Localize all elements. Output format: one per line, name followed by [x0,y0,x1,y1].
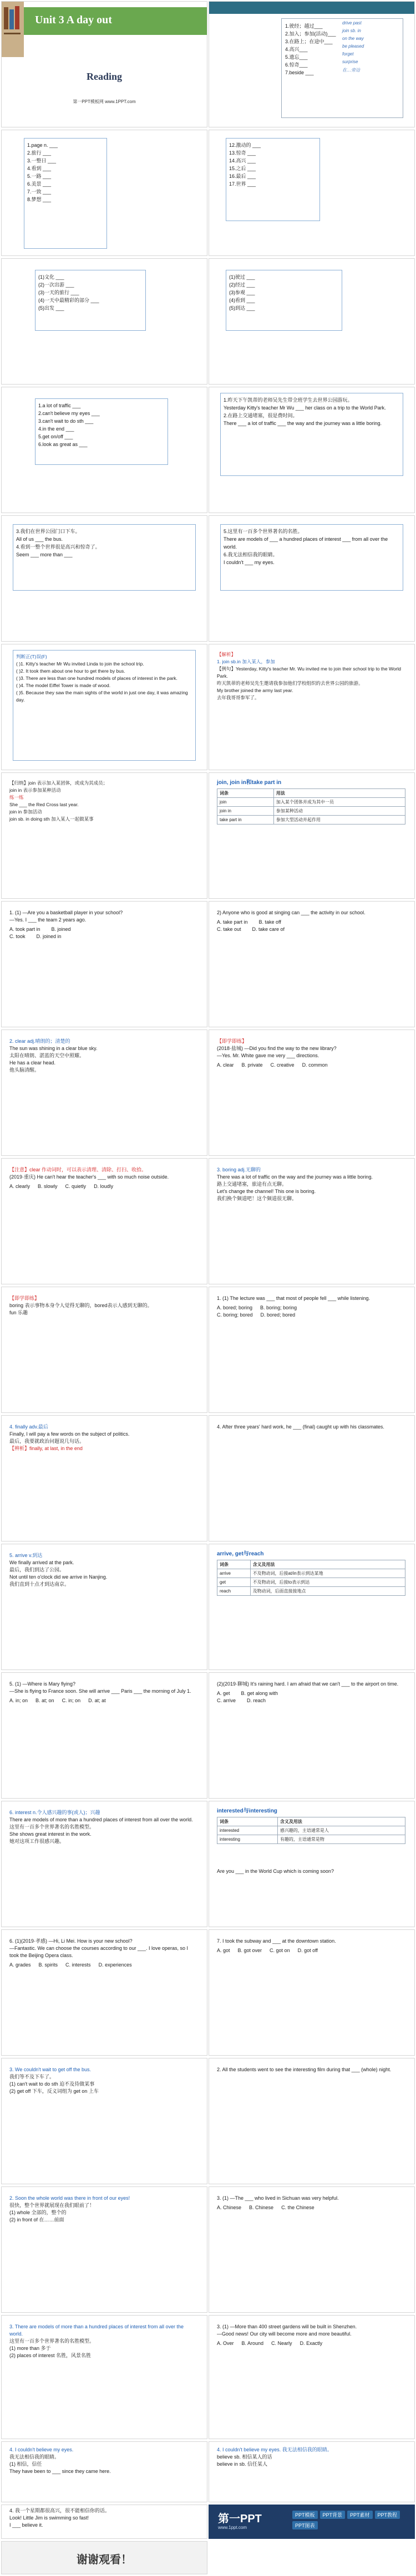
option: B. slowly [38,1184,58,1189]
note: (2) get off 下车，反义词组为 get on 上车 [9,2088,99,2094]
exercise [9,1681,198,1704]
translation: 我们换个频道吧！这个频道很无聊。 [217,1196,297,1201]
phrase-item: (4)一天中最精彩的部分 ___ [38,298,99,303]
tf-item: ( )4. The model Eiffel Tower is made of wood. [16,683,111,688]
vocab-item: 3.一整日 ___ [27,158,57,163]
slide-exercise-join [1,901,207,1027]
translate-item: 2.在路上交通堵塞，很是费时间。 [224,413,298,418]
explain-text [9,1552,198,1588]
note: (1) 相信，信任 [9,2461,42,2467]
tf-list [13,650,196,761]
vocab-item: 14.高兴 ___ [229,158,256,163]
slide-vocab-3 [209,130,415,256]
slide-final-exercise [1,2505,207,2539]
question: 1. (1) —Are you a basketball player in your school? [9,910,123,915]
note: fun 乐趣 [9,1310,28,1315]
table-row: 词条 含义及用法 [217,1560,405,1569]
summary-text [9,780,198,823]
translate-item: There are models of ___ a hundred places of interest ___ from all over the world. [224,536,388,550]
explain-text [217,1166,405,1202]
translation: 他头脑清醒。 [9,1067,40,1073]
table-title: interested与interesting [217,1808,277,1814]
option: C. arrive [217,1698,236,1703]
slide-cover [1,1,207,127]
vocab-item: 17.世界 ___ [229,181,256,187]
phrase-item: (1)文化 ___ [38,274,64,280]
option: A. clearly [9,1184,31,1189]
slide-getoff-exercise [209,1929,415,2056]
vocab-item: 8.梦想 ___ [27,197,52,202]
question: —Fantastic. We can choose the courses according to our ___. I love operas, so I took the Beijing Opera class. [9,1945,189,1958]
exercise [217,1681,405,1704]
explain-point: 1. join sb.in 加入某人，参加 [217,659,275,664]
phrase-item: 3.can't wait to do sth ___ [38,418,94,424]
option: C. in; on [62,1698,81,1703]
slide-arrive-exercise [1,1672,207,1799]
option: A. Chinese [217,2205,242,2210]
phrase-item: (5)出发 ___ [38,305,64,311]
slide-join-summary [1,772,207,899]
slide-believe-2 [209,2441,415,2502]
slide-arrive [1,1544,207,1670]
exercise [217,2066,405,2073]
question: —Yes. I ___ the team 2 years ago. [9,917,87,923]
phrase-list [35,270,146,331]
option: D. bored; bored [260,1312,296,1318]
example: The sun was shining in a clear blue sky. [9,1046,98,1051]
option: C. quietly [65,1184,87,1189]
question: 4. After three years' hard work, he ___ (final) caught up with his classmates. [217,1424,384,1430]
explain-text [9,2446,198,2475]
explain-text [9,1038,198,1074]
summary-line: join sb. in doing sth 加入某人一起做某事 [9,816,94,822]
thanks-text: 谢谢观看！ [77,2554,132,2566]
option: D. common [302,1062,328,1068]
question: They have been to ___ since they came here. [9,2469,111,2474]
exercise [9,909,198,940]
table-title: join, join in和take part in [217,780,282,786]
translate-item: 6.我无法相信我的眼睛。 [224,552,278,557]
option: B. got over [237,1948,262,1953]
note: boring 表示事物本身令人觉得无聊的，bored表示人感到无聊的。 [9,1303,153,1308]
option: B. at; on [35,1698,54,1703]
table-row: join in 参加某种活动 [217,807,405,816]
slide-clear-note [1,1158,207,1284]
table-row: 词条 含义及用法 [217,1817,405,1826]
summary-practice: 练一练 [9,795,24,800]
exercise [217,1038,405,1069]
slide-boring-note [1,1287,207,1413]
question: I ___ believe it. [9,2522,43,2528]
question: 2. All the students went to see the interesting film during that ___ (whole) night. [217,2067,392,2072]
vocab-item: 3.在路上；在途中___ [285,39,333,44]
slide-interest [1,1801,207,1927]
option: B. get along with [241,1691,278,1696]
exercise [9,2507,198,2529]
keyword-line: 3. We couldn't wait to get off the bus. [9,2067,91,2072]
note: believe in sb. 信任某人 [217,2461,268,2467]
question: 6. (1)(2019·孝感) —Hi, Li Mei. How is your new school? [9,1938,133,1944]
tf-item: ( )1. Kitty's teacher Mr Wu invited Linda to join the school trip. [16,661,144,667]
option: D. joined in [36,934,62,939]
exercise [9,1166,198,1190]
slide-clear [1,1030,207,1156]
slide-phrases-2 [209,258,415,385]
keyword-line: 2. Soon the whole world was there in front of our eyes! [9,2195,130,2201]
translate-item: There ___ a lot of traffic ___ the way and the journey was a little boring. [224,421,382,426]
note: (1) more than 多于 [9,2345,51,2351]
example: She shows great interest in the work. [9,1831,92,1837]
option: B. spirits [38,1962,58,1968]
translation: 这里有一百多个世界著名的名胜模型。 [9,2338,95,2344]
explain-example: My brother joined the army last year. [217,688,293,693]
note: (1) can't wait to do sth 迫不及待做某事 [9,2081,95,2087]
note: 【注意】clear 作动词时，可以表示清理、清除、打扫、收拾。 [9,1167,147,1172]
table-row: take part in 参加大型活动并起作用 [217,816,405,824]
translate-item: 3.我们在世界公园门口下车。 [16,529,80,534]
translation: 她对这项工作很感兴趣。 [9,1838,65,1844]
slide-brand [209,2505,415,2539]
option: A. in; on [9,1698,28,1703]
keyword-line: 5. arrive v.到达 [9,1553,43,1558]
vocab-item: 15.之后 ___ [229,166,256,171]
example: He has a clear head. [9,1060,56,1066]
credit-line: 第一PPT模板网 www.1PPT.com [73,99,136,104]
slide-translate-3 [209,515,415,642]
option: D. reach [247,1698,266,1703]
table-row: interesting 有趣的，主语通常是物 [217,1835,405,1844]
question: 3. (1) —More than 400 street gardens will be built in Shenzhen. [217,2324,357,2329]
exercise [217,1938,405,1954]
question: 3. (1) —The ___ who lived in Sichuan was very helpful. [217,2195,339,2201]
tf-heading: 判断正(T)误(F) [16,654,47,659]
option: A. clear [217,1062,234,1068]
answer: 在…旁边 [342,68,360,73]
exercise [217,1423,405,1431]
slide-translate-1 [209,387,415,513]
question: —Yes. Mr. White gave me very ___ directions. [217,1053,319,1058]
brand-tag[interactable]: PPT背景 [320,2511,346,2519]
translate-item: I couldn't ___ my eyes. [224,560,275,565]
phrase-list [226,270,342,331]
slide-boring [209,1158,415,1284]
option: A. take part in [217,919,248,925]
slide-chinese-exercise [209,2186,415,2313]
comparison-table [217,1560,405,1596]
option: D. Exactly [300,2341,323,2346]
vocab-item: 5.遗忘___ [285,54,308,60]
translate-list [13,524,196,591]
option: A. took part in [9,926,40,932]
phrase-item: (1)驶过 ___ [229,274,255,280]
option: A. got [217,1948,230,1953]
brand-tag[interactable]: PPT素材 [347,2511,373,2519]
unit-title: Unit 3 A day out [35,14,112,26]
vocab-left [24,138,107,249]
slide-believe [1,2441,207,2502]
example: There are models of more than a hundred places of interest from all over the world. [9,1817,193,1822]
question: 7. I took the subway and ___ at the downtown station. [217,1938,336,1944]
tf-item: ( )5. Because they saw the main sights of the world in just one day, it was amazing day. [16,690,188,703]
explain-text [9,1809,198,1845]
summary-line: 【归纳】join 表示加入某团体，或成为其成员； [9,780,108,786]
slide-finally-exercise [209,1415,415,1541]
exercise [217,2323,405,2347]
option: C. got on [270,1948,290,1953]
slide-finally [1,1415,207,1541]
practice-label: 【即学即练】 [9,1295,40,1301]
phrase-item: (4)看到 ___ [229,298,255,303]
question: (2019·重庆) He can't hear the teacher's ___ with so much noise outside. [9,1174,169,1180]
vocab-item: 7.一致 ___ [27,189,52,194]
keyword-line: 2. clear adj.晴朗的；清楚的 [9,1038,70,1044]
translate-item: All of us ___ the bus. [16,536,63,542]
note: (2) places of interest 名胜，风景名胜 [9,2353,92,2358]
explain-text [217,2446,405,2468]
option: D. at; at [88,1698,106,1703]
translate-item: Seem ___ more than ___ [16,552,73,557]
option: D. got off [297,1948,318,1953]
option: B. boring; boring [260,1305,297,1310]
slide-phrases-1 [1,258,207,385]
vocab-item: 7.beside ___ [285,70,314,75]
note: 【辨析】finally, at last, in the end [9,1446,83,1451]
slide-more-than-exercise [209,2315,415,2439]
option: A. Over [217,2341,234,2346]
translate-item: 4.看到一整个世界很是高兴和惊奇了。 [16,544,100,550]
brand-tag[interactable]: PPT教程 [375,2511,400,2519]
example: Finally, I will pay a few words on the subject of politics. [9,1431,130,1437]
practice-label: 【即学即练】 [217,1038,247,1044]
question: 5. (1) —Where is Mary flying? [9,1681,76,1687]
slide-more-than [1,2315,207,2439]
question: 2) Anyone who is good at singing can ___ the activity in our school. [217,910,366,915]
answer: be pleased [342,44,364,49]
slide-clear-exercise [209,1030,415,1156]
slide-vocab-2 [1,130,207,256]
translate-list [220,393,403,476]
slide-join-table [209,772,415,899]
option: C. creative [270,1062,295,1068]
example: There was a lot of traffic on the way and the journey was a little boring. [217,1174,373,1180]
phrase-item: 6.look as great as ___ [38,442,88,447]
option: B. take off [258,919,281,925]
brand-logo: 第一PPT [218,2513,262,2525]
explain-example: 【例句】Yesterday, Kitty's teacher Mr. Wu invited me to join their school trip to the World Park. [217,666,401,679]
translation: 我无法相信我的眼睛。 [9,2454,60,2460]
handwritten-answers [342,21,403,75]
table-row: arrive 不及物动词，后接at/in表示到达某地 [217,1569,405,1578]
brand-url: www.1ppt.com [218,2525,247,2530]
option: D. loudly [94,1184,114,1189]
vocab-item: 1.page n. ___ [27,142,58,148]
bookshelf-image [2,2,24,57]
option: C. boring; bored [217,1312,253,1318]
option: D. take care of [252,926,285,932]
translation: 我们等不及下车了。 [9,2074,55,2080]
explain-text [9,1423,198,1452]
option: A. get [217,1691,230,1696]
slide-interest-exercise [1,1929,207,2056]
question: (2)(2019·聊城) It's raining hard. I am afraid that we can't ___ to the airport on time. [217,1681,399,1687]
translation: 这里有一百多个世界著名的名胜模型。 [9,1824,95,1830]
vocab-right [226,138,320,221]
vocab-item: 16.最后 ___ [229,173,256,179]
brand-tag[interactable]: PPT图表 [292,2521,318,2529]
phrase-item: (3)参观 ___ [229,290,255,295]
translation: 最后，我要就政治问题说几句话。 [9,1438,85,1444]
note: believe sb. 相信某人的话 [217,2454,272,2460]
question: 4. 我一个星期都很高兴，很不能相信你的话。 [9,2508,110,2513]
phrase-item: (2)一次出游 ___ [38,282,74,288]
option: A. grades [9,1962,31,1968]
explain-translation: 去年我哥哥参军了。 [217,695,260,700]
explain-text [9,2195,198,2224]
translate-item: 5.这里有一百多个世界著名的名胜。 [224,529,303,534]
question: 1. (1) The lecture was ___ that most of people fell ___ while listening. [217,1295,370,1301]
slide-exercise-join-2 [209,901,415,1027]
vocab-item: 5.一路 ___ [27,173,52,179]
explain-translation: 昨天凯蒂的老师吴先生邀请我参加他们学校组织的去世界公园的旅游。 [217,680,363,686]
brand-tag[interactable]: PPT模板 [292,2511,318,2519]
answer: drive past [342,21,362,25]
reading-subtitle: Reading [86,71,122,82]
slide-boring-exercise [209,1287,415,1413]
phrase-item: 1.a lot of traffic ___ [38,403,81,408]
explain-text [9,2323,198,2359]
option: C. take out [217,926,241,932]
phrase-item: (2)经过 ___ [229,282,255,288]
option: D. experiences [98,1962,132,1968]
slide-whole-exercise [209,2058,415,2184]
option: C. Nearly [271,2341,292,2346]
example: Not until ten o'clock did we arrive in Nanjing. [9,1574,108,1580]
vocab-item: 1.驶经；越过___ [285,23,323,29]
table-title: arrive, get与reach [217,1551,264,1557]
example: We finally arrived at the park. [9,1560,74,1565]
translate-list [220,524,403,591]
table-row: interested 感兴趣的，主语通常是人 [217,1826,405,1835]
question: —She is flying to France soon. She will arrive ___ Paris ___ the morning of July 1. [9,1688,191,1694]
keyword-line: 6. interest n.令人感兴趣的事(或人)；兴趣 [9,1810,100,1815]
table-row: 词条 用法 [217,789,405,798]
slide-getoff [1,2058,207,2184]
phrase-item: 4.in the end ___ [38,426,74,432]
vocab-item: 13.惊奇 ___ [229,150,256,156]
option: A. bored; boring [217,1305,253,1310]
comparison-table [217,1817,405,1844]
translation: 最后，我们到达了公园。 [9,1567,65,1573]
question: Look! Little Jim is swimming so fast! [9,2515,89,2521]
slide-thanks [1,2541,207,2574]
phrase-item: (5)到达 ___ [229,305,255,311]
note: (1) whole 全部的，整个的 [9,2210,67,2215]
note: (2) in front of 在……前面 [9,2217,64,2222]
vocab-item: 4.高兴___ [285,47,308,52]
comparison-table [217,788,405,824]
tf-item: ( )2. It took them about one hour to get there by bus. [16,668,125,674]
option: B. private [241,1062,263,1068]
exercise [9,1938,198,1969]
slide-interest-table [209,1801,415,1927]
vocab-item: 12.激动的 ___ [229,142,261,148]
summary-line: join in 参加活动 [9,809,42,815]
question: —Good news! Our city will become more and more beautiful. [217,2331,352,2337]
keyword-line: 4. I couldn't believe my eyes. 我无法相信我的眼睛。 [217,2447,332,2452]
option: C. the Chinese [281,2205,314,2210]
translate-item: Yesterday Kitty's teacher Mr Wu ___ her class on a trip to the World Park. [224,405,386,411]
explain-text [9,1295,198,1317]
answer: surprise [342,59,358,64]
exercise [217,2195,405,2211]
option: B. joined [51,926,71,932]
slide-whole [1,2186,207,2313]
answer: forget [342,52,354,57]
option: C. took [9,934,26,939]
vocab-item: 6.美景 ___ [27,181,52,187]
explain-label: 【解析】 [217,652,236,657]
vocab-item: 2.旅行 ___ [27,150,52,156]
slide-arrive-exercise-2 [209,1672,415,1799]
translation: 我们直到十点才到达南京。 [9,1581,70,1587]
exercise [217,1295,405,1319]
phrase-list [35,398,168,465]
slide-arrive-table [209,1544,415,1670]
vocab-item: 2.加入；参加(活动)___ [285,31,336,37]
tf-item: ( )3. There are less than one hundred models of places of interest in the park. [16,675,177,681]
title-banner [24,7,207,35]
exercise [217,909,405,933]
summary-line: join in 表示参加某种活动 [9,787,61,793]
translation: 路上交通堵塞，旅途有点无聊。 [217,1181,287,1187]
keyword-line: 3. boring adj.无聊的 [217,1167,261,1172]
question: Are you ___ in the World Cup which is coming soon? [217,1868,334,1874]
option: B. Around [241,2341,264,2346]
answer: join sb. in [342,28,361,33]
slide-translate-2 [1,515,207,642]
slide-true-false [1,644,207,770]
brand-tags [292,2511,409,2529]
option: B. Chinese [249,2205,274,2210]
phrase-item: 5.get on/off ___ [38,434,73,439]
table-row: join 加入某个团体并成为其中一员 [217,798,405,807]
summary-line: She ___ the Red Cross last year. [9,802,79,807]
slide-phrases-3 [1,387,207,513]
table-row: get 不及物动词，后接to表示到达 [217,1578,405,1587]
slide-header [209,2,414,14]
phrase-item: (3)一天的旅行 ___ [38,290,79,295]
translate-item: 1.昨天下午凯蒂的老师吴先生带全班学生去世界公园游玩。 [224,397,353,403]
translation: 很快，整个世界就展现在我们眼前了！ [9,2203,95,2208]
question: (2018·盐城) —Did you find the way to the new library? [217,1046,337,1051]
table-row: reach 及物动词，后面直接接地点 [217,1587,405,1596]
vocab-item: 6.惊奇___ [285,62,308,68]
slide-vocab-1 [209,1,415,127]
explain-text [217,651,405,701]
vocab-item: 4.看到 ___ [27,166,52,171]
example: Let's change the channel! This one is boring. [217,1189,316,1194]
translation: 太阳在晴朗、湛蓝的天空中照耀。 [9,1053,85,1058]
option: C. interests [65,1962,91,1968]
explain-text [9,2066,198,2095]
keyword-line: 3. There are models of more than a hundred places of interest from all over the world. [9,2324,184,2337]
keyword-line: 4. finally adv.最后 [9,1424,48,1430]
keyword-line: 4. I couldn't believe my eyes. [9,2447,74,2452]
phrase-item: 2.can't believe my eyes ___ [38,411,100,416]
answer: on the way [342,36,364,41]
slide-join-explain [209,644,415,770]
